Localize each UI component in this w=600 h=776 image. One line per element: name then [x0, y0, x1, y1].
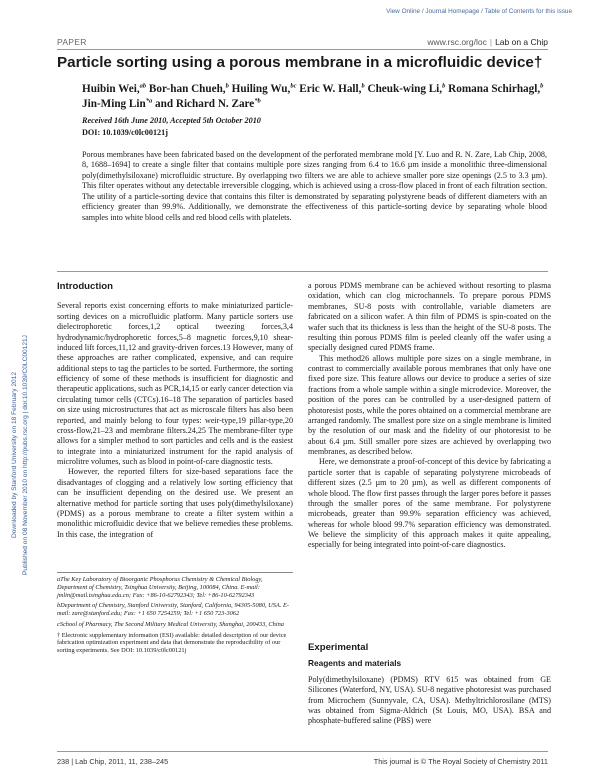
- abstract: [82, 150, 547, 223]
- right-column: [308, 281, 551, 551]
- footer-citation: 238 | Lab Chip, 2011, 11, 238–245: [57, 757, 169, 766]
- footnote-rule: [57, 572, 293, 573]
- header-separator: |: [489, 37, 493, 47]
- experimental-section: [308, 643, 551, 727]
- view-online-link[interactable]: View Online: [386, 8, 421, 15]
- abstract-text: Porous membranes have been fabricated based on the development of the perforated membrane mold [Y. Luo and R. N. Zare, Lab Chip, 2008, 8, 1688–1694] to create a single filter that contains multiple pore sizes ranging from 6.4 to 16.6 µm inside a monolithic three-dimensional poly(dimethylsiloxane) microfluidic structure. By overlapping two filters we are able to achieve smaller pore size openings (2.5 to 3.3 µm). This filter operates without any detectable irreversible clogging, which is achieved using a cross-flow placed in front of each filtration section. The utility of a particle-sorting device that contains this filter is demonstrated by separating polystyrene beads of different diameters with an efficiency greater than 99.9%. Additionally, we demonstrate the effectiveness of this particle-sorting device by separating whole blood samples into white blood cells and red blood cells with platelets.: [82, 150, 547, 222]
- footer-rule: [57, 751, 548, 752]
- right-paragraph-1: a porous PDMS membrane can be achieved without resorting to plasma oxidation, which can clog microchannels. To prepare porous PDMS membranes, SU-8 posts with controllable, variable diameters are fabricated on a silicon wafer. A thin film of PDMS is spin-coated on the wafer such that its thickness is less than the height of the SU-8 posts. The resulting thin porous PDMS film is peeled cleanly off the wafer using a specially designed cured PDMS frame.: [308, 281, 551, 353]
- reagents-paragraph: Poly(dimethylsiloxane) (PDMS) RTV 615 was obtained from GE Silicones (Waterford, NY, USA). SU-8 negative photoresist was purchased from Microchem (Sunnyvale, CA, USA). Methyltrichlorosilane (MTS) was obtained from Sigma-Aldrich (St Louis, MO, USA). BSA and phosphate-buffered saline (PBS) were: [308, 674, 551, 726]
- experimental-heading: Experimental: [308, 642, 369, 653]
- footnotes: [57, 576, 293, 658]
- footnote-affiliation-b: bDepartment of Chemistry, Stanford University, Stanford, California, 94305-5080, USA. E-mail: zare@stanford.edu; Fax: +1 650 7254259; Tel: +1 650 723-3062: [57, 602, 289, 617]
- top-link-separator: /: [479, 8, 485, 15]
- abstract-rule: [57, 271, 548, 272]
- top-link-separator: /: [420, 8, 426, 15]
- downloaded-notice: Downloaded by Stanford University on 18 February 2012: [11, 371, 18, 539]
- intro-paragraph-1: Several reports exist concerning efforts to make miniaturized particle-sorting devices on a microfluidic platform. Many particle sorters use dielectrophoretic forces,1,2 optical tweezing forces,3,4 hydrodynamic/hydrophoretic forces,5–8 magnetic forces,9,10 shear-induced lift forces,11,12 and gravity-driven forces.13 However, many of these approaches are rather complicated, expensive, and can require additional steps to tag the particles to be sorted. Furthermore, the sorting efficiency of some of these methods is insufficient for diagnostic and therapeutic applications, such as PCR,14,15 or early cancer detection via circulating tumor cells (CTCs).16–18 The separation of particles based on size using microstructures that act as microscale filters has also been reported, and mainly belong to four types: weir-type,19 pillar-type,20 cross-flow,21–23 and membrane filters.24,25 The membrane-filter type allows for a simpler method to sort particles and cells and is the easiest to integrate into a miniaturized instrument for the rapid analysis of microlitre volumes, such as blood in point-of-care diagnostic tests.: [57, 301, 293, 466]
- footer-copyright: This journal is © The Royal Society of Chemistry 2011: [373, 757, 548, 766]
- article-title: Particle sorting using a porous membrane in a microfluidic device†: [57, 54, 543, 71]
- journal-site: www.rsc.org/loc: [427, 37, 487, 47]
- reagents-heading: Reagents and materials: [308, 658, 402, 669]
- right-paragraph-3: Here, we demonstrate a proof-of-concept of this device by fabricating a particle sorter that is capable of separating polystyrene microbeads of different sizes (2.5 µm to 20 µm), as well as different components of whole blood. The flow first passes through the larger pores before it passes through the smaller pores of the same membrane. For polystyrene microbeads, greater than 99.9% separation efficiency was achieved, whereas for whole blood 99.7% separation efficiency was demonstrated. We believe the simplicity of this approach makes it quite appealing, especially for being integrated into point-of-care diagnostics.: [308, 457, 551, 550]
- download-notice-sidebar: [7, 290, 37, 620]
- published-notice: Published on 08 November 2010 on http://pubs.rsc.org | doi:10.1039/C0LC00121J: [22, 335, 29, 575]
- author-list: [82, 82, 552, 112]
- introduction-heading: Introduction: [57, 281, 113, 292]
- authors-line-2: Jin-Ming Lin$^{*a}$ and Richard N. Zare$^{*b}$: [82, 97, 261, 110]
- footnote-affiliation-a: aThe Key Laboratory of Bioorganic Phosphorus Chemistry & Chemical Biology, Department of Chemistry, Tsinghua University, Beijing, 100084, China. E-mail: jmlin@mail.tsinghua.edu.cn; Fax: +86-10-62792343; Tel: +86-10-62792343: [57, 576, 263, 599]
- footnote-esi: † Electronic supplementary information (ESI) available: detailed description of our device fabrication optimization experiment and data that demonstrate the reproducibility of our sorting experiments. See DOI: 10.1039/c0lc00121j: [57, 631, 287, 654]
- paper-label: PAPER: [57, 37, 87, 47]
- top-links: [386, 8, 572, 15]
- footnote-affiliation-c: cSchool of Pharmacy, The Second Military Medical University, Shanghai, 200433, China: [57, 620, 284, 628]
- header-rule: [57, 49, 548, 50]
- received-dates: Received 16th June 2010, Accepted 5th October 2010: [82, 116, 261, 125]
- article-doi: DOI: 10.1039/c0lc00121j: [82, 128, 168, 137]
- authors-line-1: Huibin Wei,$^{ab}$ Bor-han Chueh,$^b$ Huiling Wu,$^{bc}$ Eric W. Hall,$^b$ Cheuk-wing Li,$^b$ Romana Schirhagl,$^b$: [82, 82, 544, 95]
- journal-homepage-link[interactable]: Journal Homepage: [425, 8, 480, 15]
- journal-header: [427, 37, 548, 47]
- right-paragraph-2: This method26 allows multiple pore sizes on a single membrane, in contrast to commercially available porous membranes that only have one fixed pore size. This feature allows our device to produce a series of size fractions from a whole sample within a single microdevice. Moreover, the position of the pores can be controlled by a user-designed pattern of photoresist posts, while the pores obtained on a commercial membrane are arranged randomly. The smallest pore size on a single membrane is limited by the resolution of our mask and the fidelity of our photoresist to be about 6.4 µm. Still smaller pore sizes are achieved by overlapping two membranes, as described below.: [308, 353, 551, 456]
- introduction-section: [57, 282, 293, 540]
- journal-name: Lab on a Chip: [495, 37, 548, 47]
- table-of-contents-link[interactable]: Table of Contents for this issue: [484, 8, 572, 15]
- intro-paragraph-2: However, the reported filters for size-based separations face the disadvantages of clogging and a relatively low sorting efficiency that can be insufficient depending on the desired use. We present an alternative method for particle sorting that uses poly(dimethylsiloxane) (PDMS) as a porous membrane to create a filter system within a monolithic microfluidic device that we believe remedies these problems. In this case, the integration of: [57, 467, 293, 539]
